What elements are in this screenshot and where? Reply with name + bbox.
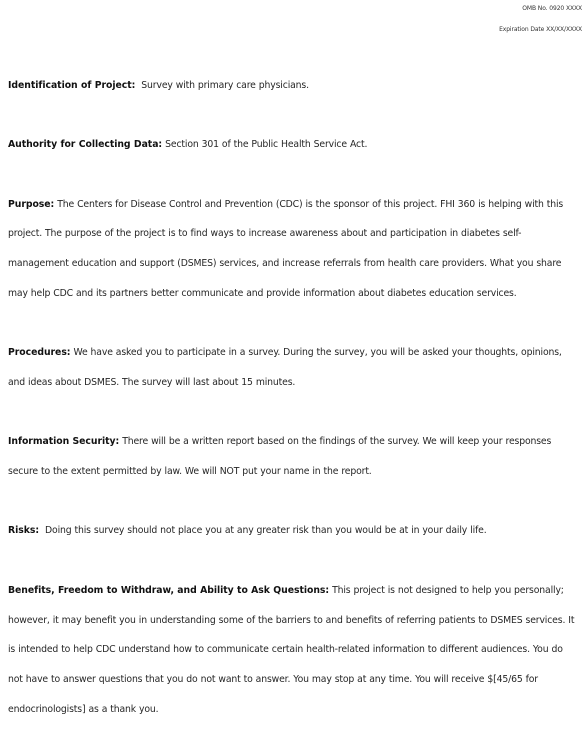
section-label: Information Security: [8,436,120,448]
section-label: Benefits, Freedom to Withdraw, and Ability to Ask Questions: [8,584,330,596]
section-label: Authority for Collecting Data: [8,139,163,151]
section-authority [8,130,580,160]
section-information-security [8,427,580,486]
section-text: This project is not designed to help you personally; however, it may benefit you in understanding some of the barriers to and benefits of referring patients to DSMES services. It is intended to help CDC understand how to communicate certain health-related information to different audiences. You do not have to answer questions that you do not want to answer. You may stop at any time. You will receive $[45/65 for endocrinologists] as a thank you. [8,584,575,715]
section-label: Identification of Project: [8,80,136,91]
section-benefits [8,576,580,725]
section-label: Procedures: [8,347,71,359]
section-text: The Centers for Disease Control and Prevention (CDC) is the sponsor of this project. FHI 360 is helping with this project. The purpose of the project is to find ways to increase awareness about and participation in diabetes self-management education and support (DSMES) services, and increase referrals from health care providers. What you share may help CDC and its partners better communicate and provide information about diabetes education services. [8,198,564,299]
section-text: Survey with primary care physicians. [141,80,309,91]
section-procedures [8,338,580,397]
section-paragraph [8,427,580,486]
section-text: There will be a written report based on the findings of the survey. We will keep your responses secure to the extent permitted by law. We will NOT put your name in the report. [8,436,552,478]
section-paragraph [8,71,580,101]
section-risks [8,516,580,546]
section-label: Purpose: [8,198,55,210]
section-paragraph [8,576,580,725]
section-paragraph [8,338,580,397]
expiration-date: Expiration Date XX/XX/XXXX [499,26,582,33]
section-label: Risks: [8,525,40,537]
section-identification [8,71,580,101]
consent-document-body [8,71,580,754]
omb-number: OMB No. 0920 XXXX [522,5,582,12]
section-text: Section 301 of the Public Health Service Act. [165,139,368,151]
section-paragraph [8,190,580,309]
section-text: Doing this survey should not place you at any greater risk than you would be at in your daily life. [45,525,487,537]
section-paragraph [8,130,580,160]
section-text: We have asked you to participate in a survey. During the survey, you will be asked your thoughts, opinions, and ideas about DSMES. The survey will last about 15 minutes. [8,347,562,388]
section-purpose [8,190,580,309]
section-paragraph [8,516,580,546]
